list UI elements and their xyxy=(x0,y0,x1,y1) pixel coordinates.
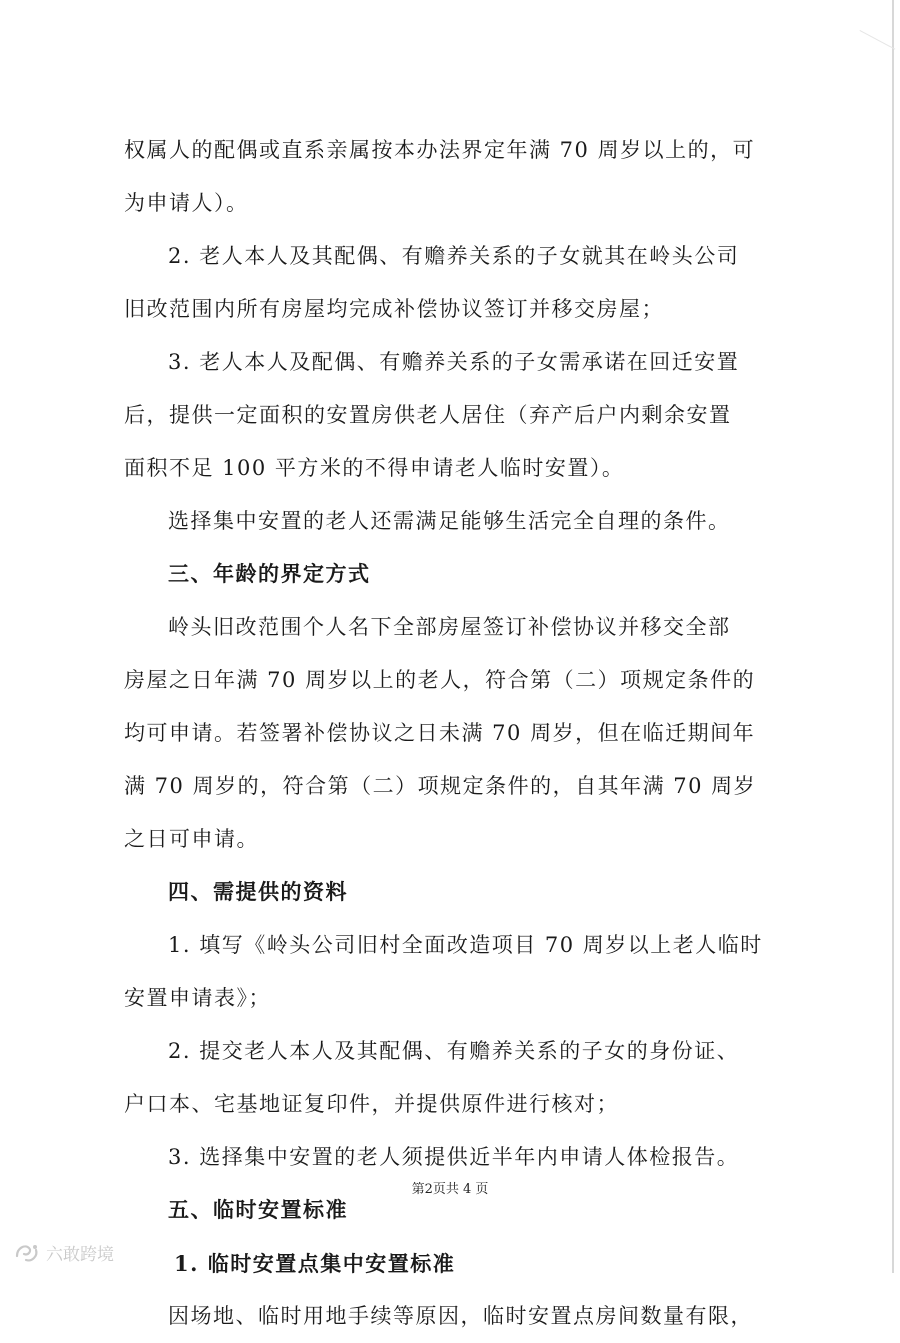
subsection-heading: 1. 临时安置点集中安置标准 xyxy=(174,1251,456,1276)
section-heading: 五、临时安置标准 xyxy=(168,1198,348,1222)
page-edge xyxy=(892,0,894,1273)
section-heading: 三、年龄的界定方式 xyxy=(168,562,371,586)
paragraph-line: 选择集中安置的老人还需满足能够生活完全自理的条件。 xyxy=(168,509,731,533)
list-item: 3. 选择集中安置的老人须提供近半年内申请人体检报告。 xyxy=(168,1145,740,1169)
text-line: 权属人的配偶或直系亲属按本办法界定年满 70 周岁以上的，可 xyxy=(124,138,756,162)
text-line: 面积不足 100 平方米的不得申请老人临时安置）。 xyxy=(124,456,625,480)
paragraph-line: 岭头旧改范围个人名下全部房屋签订补偿协议并移交全部 xyxy=(168,615,731,639)
watermark-text: 六敢跨境 xyxy=(46,1245,114,1265)
watermark xyxy=(14,1240,114,1265)
text-line: 满 70 周岁的，符合第（二）项规定条件的，自其年满 70 周岁 xyxy=(124,774,757,798)
text-line: 之日可申请。 xyxy=(124,827,259,851)
text-line: 户口本、宅基地证复印件，并提供原件进行核对； xyxy=(124,1092,619,1116)
document-body xyxy=(124,124,784,1343)
logo-icon xyxy=(14,1242,40,1264)
text-line: 为申请人）。 xyxy=(124,191,249,215)
text-line: 均可申请。若签署补偿协议之日未满 70 周岁，但在临迁期间年 xyxy=(124,721,756,745)
text-line: 房屋之日年满 70 周岁以上的老人，符合第（二）项规定条件的 xyxy=(124,668,756,692)
paragraph-line: 因场地、临时用地手续等原因，临时安置点房间数量有限， xyxy=(168,1304,753,1328)
list-item: 1. 填写《岭头公司旧村全面改造项目 70 周岁以上老人临时 xyxy=(168,933,763,957)
section-heading: 四、需提供的资料 xyxy=(168,880,348,904)
list-item: 2. 老人本人及其配偶、有赡养关系的子女就其在岭头公司 xyxy=(168,244,740,268)
text-line: 安置申请表》； xyxy=(124,986,271,1010)
text-line: 后，提供一定面积的安置房供老人居住（弃产后户内剩余安置 xyxy=(124,403,732,427)
text-line: 旧改范围内所有房屋均完成补偿协议签订并移交房屋； xyxy=(124,297,664,321)
page-fold-line xyxy=(860,30,896,50)
list-item: 3. 老人本人及配偶、有赡养关系的子女需承诺在回迁安置 xyxy=(168,350,740,374)
page-number: 第2页共 4 页 xyxy=(411,1182,489,1197)
list-item: 2. 提交老人本人及其配偶、有赡养关系的子女的身份证、 xyxy=(168,1039,740,1063)
